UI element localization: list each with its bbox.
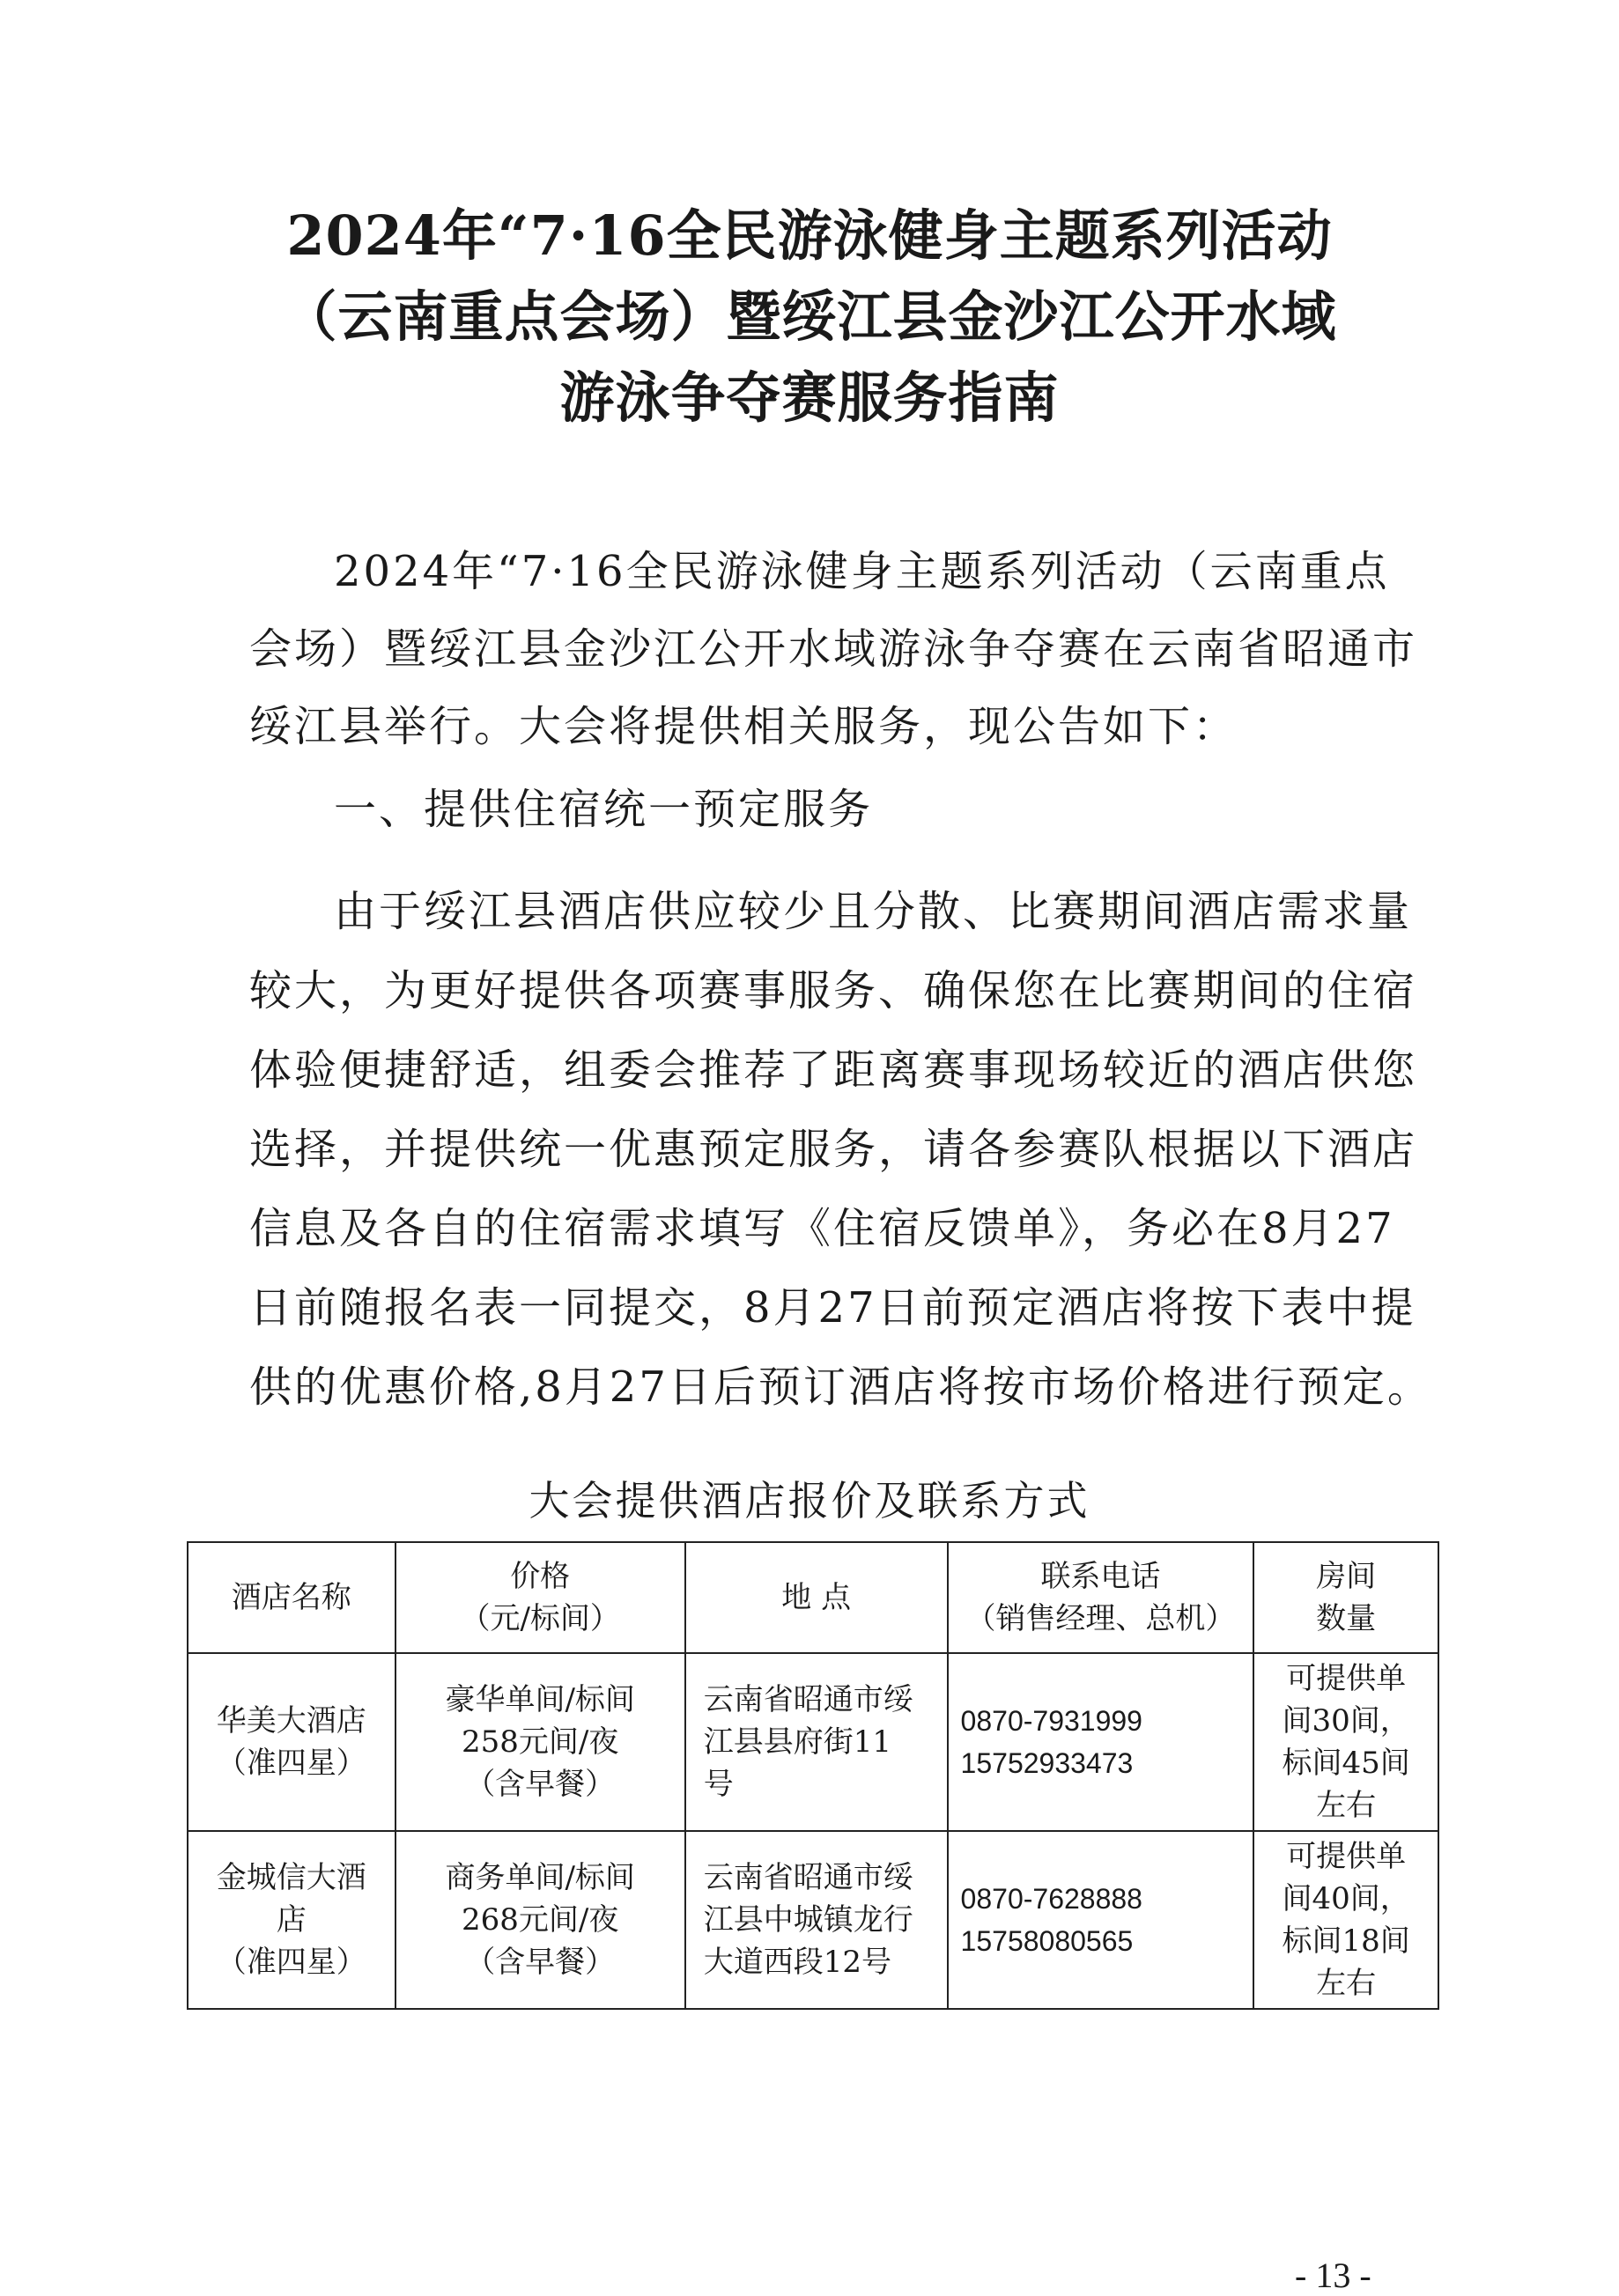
paragraph-line: 体验便捷舒适，组委会推荐了距离赛事现场较近的酒店供您 [249, 1045, 1418, 1095]
paragraph-line: 较大，为更好提供各项赛事服务、确保您在比赛期间的住宿 [249, 966, 1418, 1015]
price-cell: 豪华单间/标间 258元间/夜 （含早餐） [396, 1653, 685, 1831]
paragraph-line: 2024年“7·16全民游泳健身主题系列活动（云南重点 [334, 547, 1390, 596]
phone-cell: 0870-7931999 15752933473 [948, 1653, 1254, 1831]
header-address: 地 点 [685, 1542, 948, 1653]
hotel-price-table [187, 1541, 1439, 2010]
header-rooms: 房间 数量 [1253, 1542, 1438, 1653]
paragraph-line: 信息及各自的住宿需求填写《住宿反馈单》，务必在8月27 [249, 1204, 1395, 1253]
table-header-row [188, 1542, 1438, 1653]
table-row [188, 1653, 1438, 1831]
paragraph-line: 日前随报名表一同提交，8月27日前预定酒店将按下表中提 [249, 1283, 1416, 1333]
rooms-cell: 可提供单 间30间， 标间45间 左右 [1253, 1653, 1438, 1831]
title-line-1: 2024年“7·16全民游泳健身主题系列活动 [286, 203, 1333, 268]
table-row [188, 1831, 1438, 2009]
table-caption: 大会提供酒店报价及联系方式 [529, 1477, 1090, 1525]
hotel-name-cell: 华美大酒店 （准四星） [188, 1653, 396, 1831]
paragraph-line: 由于绥江县酒店供应较少且分散、比赛期间酒店需求量 [334, 887, 1413, 936]
page-number: - 13 - [1295, 2255, 1371, 2295]
address-cell: 云南省昭通市绥 江县中城镇龙行 大道西段12号 [685, 1831, 948, 2009]
document-title [132, 196, 1487, 439]
paragraph-line: 会场）暨绥江县金沙江公开水域游泳争夺赛在云南省昭通市 [249, 624, 1418, 674]
header-phone: 联系电话 （销售经理、总机） [948, 1542, 1254, 1653]
address-cell: 云南省昭通市绥 江县县府街11 号 [685, 1653, 948, 1831]
title-line-3: 游泳争夺赛服务指南 [559, 365, 1060, 430]
hotel-name-cell: 金城信大酒 店 （准四星） [188, 1831, 396, 2009]
section-heading: 一、提供住宿统一预定服务 [334, 785, 874, 834]
title-line-2: （云南重点会场）暨绥江县金沙江公开水域 [282, 284, 1337, 349]
header-hotel-name: 酒店名称 [188, 1542, 396, 1653]
price-cell: 商务单间/标间 268元间/夜 （含早餐） [396, 1831, 685, 2009]
header-price: 价格 （元/标间） [396, 1542, 685, 1653]
paragraph-line: 供的优惠价格,8月27日后预订酒店将按市场价格进行预定。 [249, 1362, 1432, 1412]
phone-cell: 0870-7628888 15758080565 [948, 1831, 1254, 2009]
rooms-cell: 可提供单 间40间， 标间18间 左右 [1253, 1831, 1438, 2009]
paragraph-line: 绥江县举行。大会将提供相关服务，现公告如下： [249, 702, 1238, 751]
paragraph-line: 选择，并提供统一优惠预定服务，请各参赛队根据以下酒店 [249, 1125, 1418, 1174]
